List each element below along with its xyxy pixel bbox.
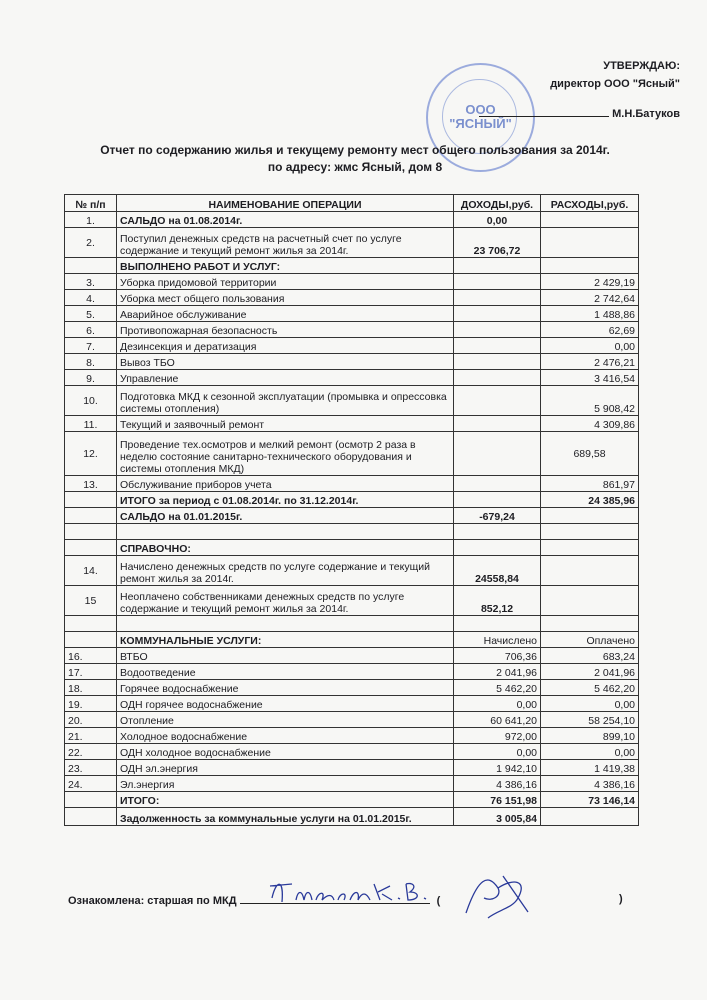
row-expense — [541, 524, 639, 540]
utility-paid: 899,10 — [541, 728, 639, 744]
row-expense — [541, 616, 639, 632]
row-operation: Уборка придомовой территории — [117, 274, 454, 290]
row-expense — [541, 258, 639, 274]
utility-row — [65, 696, 639, 712]
utility-number: 18. — [65, 680, 117, 696]
row-number: 9. — [65, 370, 117, 386]
row-operation: Управление — [117, 370, 454, 386]
row-income: 0,00 — [454, 212, 541, 228]
table-row — [65, 370, 639, 386]
utility-row — [65, 648, 639, 664]
utility-row — [65, 776, 639, 792]
row-number: 15 — [65, 586, 117, 616]
utility-paid: Оплачено — [541, 632, 639, 648]
utility-paid: 1 419,38 — [541, 760, 639, 776]
utility-number: 20. — [65, 712, 117, 728]
row-expense — [541, 228, 639, 258]
utility-number: 17. — [65, 664, 117, 680]
report-table — [64, 194, 639, 826]
row-income — [454, 274, 541, 290]
row-operation: Начислено денежных средств по услуге содержание и текущий ремонт жилья за 2014г. — [117, 556, 454, 586]
stamp-center-line1: ООО — [465, 102, 496, 117]
row-expense: 2 476,21 — [541, 354, 639, 370]
table-row — [65, 416, 639, 432]
row-number: 10. — [65, 386, 117, 416]
row-number: 5. — [65, 306, 117, 322]
utility-number: 16. — [65, 648, 117, 664]
table-row — [65, 556, 639, 586]
utility-charged: Начислено — [454, 632, 541, 648]
row-number: 8. — [65, 354, 117, 370]
row-income — [454, 492, 541, 508]
table-row — [65, 290, 639, 306]
utility-number — [65, 792, 117, 808]
row-operation: Уборка мест общего пользования — [117, 290, 454, 306]
table-row — [65, 354, 639, 370]
row-operation: Обслуживание приборов учета — [117, 476, 454, 492]
row-operation: САЛЬДО на 01.08.2014г. — [117, 212, 454, 228]
row-income — [454, 524, 541, 540]
stamp-center-line2: "ЯСНЫЙ" — [449, 116, 512, 131]
table-row — [65, 616, 639, 632]
utility-number: 23. — [65, 760, 117, 776]
row-income: 23 706,72 — [454, 228, 541, 258]
table-row — [65, 258, 639, 274]
row-expense: 689,58 — [541, 432, 639, 476]
table-row — [65, 540, 639, 556]
utility-number — [65, 808, 117, 826]
row-income: -679,24 — [454, 508, 541, 524]
utility-name: ОДН горячее водоснабжение — [117, 696, 454, 712]
row-expense: 2 429,19 — [541, 274, 639, 290]
row-expense: 62,69 — [541, 322, 639, 338]
utility-paid: 0,00 — [541, 696, 639, 712]
utility-name: ИТОГО: — [117, 792, 454, 808]
header-num: № п/п — [65, 195, 117, 212]
row-operation: Противопожарная безопасность — [117, 322, 454, 338]
row-number: 13. — [65, 476, 117, 492]
report-title — [60, 142, 650, 176]
header-name: НАИМЕНОВАНИЕ ОПЕРАЦИИ — [117, 195, 454, 212]
row-number — [65, 492, 117, 508]
utility-charged: 60 641,20 — [454, 712, 541, 728]
utility-charged: 2 041,96 — [454, 664, 541, 680]
utility-paid: 2 041,96 — [541, 664, 639, 680]
row-number — [65, 258, 117, 274]
row-income — [454, 306, 541, 322]
utility-row — [65, 680, 639, 696]
row-income — [454, 386, 541, 416]
row-number: 7. — [65, 338, 117, 354]
utilities-total-row — [65, 792, 639, 808]
row-operation: Проведение тех.осмотров и мелкий ремонт (осмотр 2 раза в неделю состояние санитарно-технического оборудования и системы отопления МКД) — [117, 432, 454, 476]
approval-signature-row — [470, 106, 680, 122]
row-income — [454, 338, 541, 354]
utility-paid: 73 146,14 — [541, 792, 639, 808]
utility-name: Водоотведение — [117, 664, 454, 680]
row-income: 852,12 — [454, 586, 541, 616]
handwritten-signature — [262, 872, 462, 912]
utility-charged: 76 151,98 — [454, 792, 541, 808]
utility-number: 21. — [65, 728, 117, 744]
approval-position: директор ООО "Ясный" — [550, 78, 680, 90]
utilities-debt-row — [65, 808, 639, 826]
utility-name: ОДН эл.энергия — [117, 760, 454, 776]
row-income — [454, 258, 541, 274]
row-operation: Неоплачено собственниками денежных средств по услуге содержание и текущий ремонт жилья за 2014г. — [117, 586, 454, 616]
row-number: 4. — [65, 290, 117, 306]
header-expense: РАСХОДЫ,руб. — [541, 195, 639, 212]
row-operation — [117, 524, 454, 540]
row-operation: ВЫПОЛНЕНО РАБОТ И УСЛУГ: — [117, 258, 454, 274]
row-operation: ИТОГО за период с 01.08.2014г. по 31.12.2014г. — [117, 492, 454, 508]
row-expense: 0,00 — [541, 338, 639, 354]
utility-charged: 5 462,20 — [454, 680, 541, 696]
row-income — [454, 616, 541, 632]
table-row — [65, 492, 639, 508]
utility-name: ОДН холодное водоснабжение — [117, 744, 454, 760]
table-row — [65, 586, 639, 616]
row-expense — [541, 586, 639, 616]
table-row — [65, 228, 639, 258]
row-operation: Поступил денежных средств на расчетный счет по услуге содержание и текущий ремонт жилья за 2014г. — [117, 228, 454, 258]
utility-name: КОММУНАЛЬНЫЕ УСЛУГИ: — [117, 632, 454, 648]
row-expense: 24 385,96 — [541, 492, 639, 508]
acknowledgement-open-paren: ( — [436, 895, 441, 907]
utility-row — [65, 712, 639, 728]
row-operation: СПРАВОЧНО: — [117, 540, 454, 556]
table-row — [65, 306, 639, 322]
utility-name: Задолженность за коммунальные услуги на 01.01.2015г. — [117, 808, 454, 826]
utility-number: 22. — [65, 744, 117, 760]
utility-name: Эл.энергия — [117, 776, 454, 792]
row-expense: 4 309,86 — [541, 416, 639, 432]
row-number: 2. — [65, 228, 117, 258]
table-row — [65, 386, 639, 416]
approval-block — [470, 58, 680, 122]
row-number — [65, 540, 117, 556]
utility-name: Холодное водоснабжение — [117, 728, 454, 744]
row-operation: Вывоз ТБО — [117, 354, 454, 370]
header-income: ДОХОДЫ,руб. — [454, 195, 541, 212]
row-operation — [117, 616, 454, 632]
utility-number: 24. — [65, 776, 117, 792]
table-row — [65, 274, 639, 290]
row-expense — [541, 556, 639, 586]
row-income — [454, 322, 541, 338]
utility-paid: 5 462,20 — [541, 680, 639, 696]
utility-paid: 0,00 — [541, 744, 639, 760]
acknowledgement-close-paren: ) — [619, 893, 623, 905]
utility-row — [65, 760, 639, 776]
utility-charged: 972,00 — [454, 728, 541, 744]
row-income: 24558,84 — [454, 556, 541, 586]
utility-row — [65, 744, 639, 760]
row-number: 12. — [65, 432, 117, 476]
row-operation: Подготовка МКД к сезонной эксплуатации (промывка и опрессовка системы отопления) — [117, 386, 454, 416]
handwritten-mark — [458, 868, 548, 923]
row-expense — [541, 540, 639, 556]
table-row — [65, 524, 639, 540]
table-row — [65, 508, 639, 524]
table-row — [65, 338, 639, 354]
utility-name: Горячее водоснабжение — [117, 680, 454, 696]
utility-charged: 0,00 — [454, 696, 541, 712]
utility-charged: 4 386,16 — [454, 776, 541, 792]
utility-charged: 1 942,10 — [454, 760, 541, 776]
row-expense — [541, 212, 639, 228]
table-row — [65, 432, 639, 476]
utility-charged: 3 005,84 — [454, 808, 541, 826]
acknowledgement-label: Ознакомлена: старшая по МКД — [68, 895, 237, 907]
row-income — [454, 476, 541, 492]
utility-number — [65, 632, 117, 648]
row-operation: Дезинсекция и дератизация — [117, 338, 454, 354]
row-income — [454, 416, 541, 432]
approval-name: М.Н.Батуков — [612, 108, 680, 120]
utility-row — [65, 664, 639, 680]
utility-charged: 0,00 — [454, 744, 541, 760]
report-title-line1: Отчет по содержанию жилья и текущему ремонту мест общего пользования за 2014г. — [100, 143, 610, 157]
row-operation: Аварийное обслуживание — [117, 306, 454, 322]
row-number — [65, 616, 117, 632]
utility-name: Отопление — [117, 712, 454, 728]
row-number: 3. — [65, 274, 117, 290]
utility-number: 19. — [65, 696, 117, 712]
row-expense: 1 488,86 — [541, 306, 639, 322]
row-expense: 3 416,54 — [541, 370, 639, 386]
report-title-line2: по адресу: жмс Ясный, дом 8 — [267, 160, 443, 174]
utility-name: ВТБО — [117, 648, 454, 664]
approval-heading: УТВЕРЖДАЮ: — [603, 60, 680, 72]
row-number: 1. — [65, 212, 117, 228]
row-number: 14. — [65, 556, 117, 586]
row-income — [454, 370, 541, 386]
row-number: 11. — [65, 416, 117, 432]
row-expense — [541, 508, 639, 524]
utility-row — [65, 728, 639, 744]
table-row — [65, 476, 639, 492]
row-number: 6. — [65, 322, 117, 338]
table-row — [65, 322, 639, 338]
row-number — [65, 524, 117, 540]
row-number — [65, 508, 117, 524]
utility-paid: 4 386,16 — [541, 776, 639, 792]
row-expense: 5 908,42 — [541, 386, 639, 416]
table-row — [65, 212, 639, 228]
utility-charged: 706,36 — [454, 648, 541, 664]
utility-paid: 683,24 — [541, 648, 639, 664]
row-expense: 2 742,64 — [541, 290, 639, 306]
utility-paid — [541, 808, 639, 826]
utilities-header-row — [65, 632, 639, 648]
row-operation: САЛЬДО на 01.01.2015г. — [117, 508, 454, 524]
utility-paid: 58 254,10 — [541, 712, 639, 728]
row-income — [454, 540, 541, 556]
row-expense: 861,97 — [541, 476, 639, 492]
row-income — [454, 290, 541, 306]
row-operation: Текущий и заявочный ремонт — [117, 416, 454, 432]
approval-signature-line — [479, 106, 609, 117]
row-income — [454, 354, 541, 370]
row-income — [454, 432, 541, 476]
